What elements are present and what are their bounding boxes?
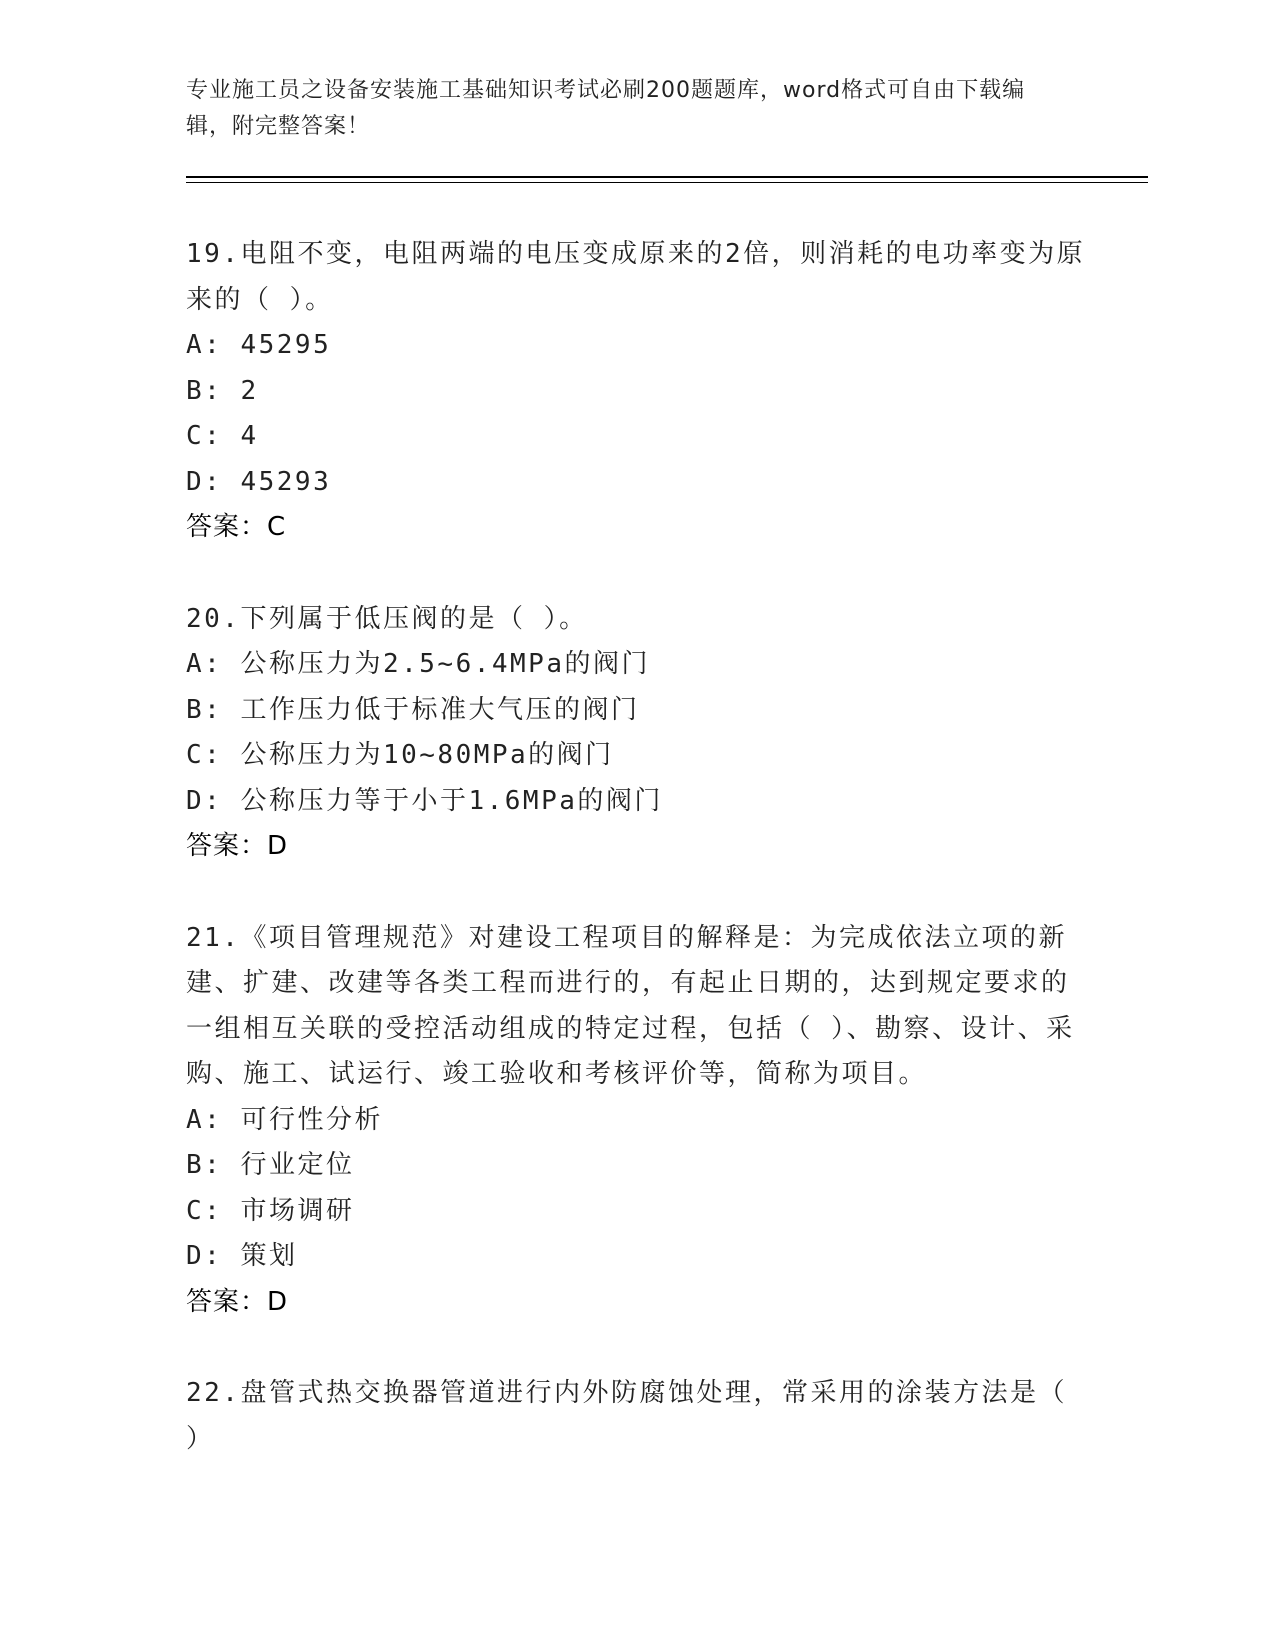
option-d: D: 策划	[186, 1241, 298, 1271]
option-c: C: 市场调研	[186, 1195, 355, 1226]
document-header: 专业施工员之设备安装施工基础知识考试必刷200题题库，word格式可自由下载编辑，附完整答案！	[186, 78, 1026, 139]
option-c: C: 公称压力为10~80MPa的阀门	[186, 740, 614, 770]
option-c: C: 4	[186, 421, 259, 451]
option-d: D: 公称压力等于小于1.6MPa的阀门	[186, 785, 663, 816]
question-21	[186, 916, 1086, 1326]
option-a: A: 45295	[186, 330, 332, 360]
header-divider-thick	[186, 176, 1148, 178]
option-b: B: 2	[186, 375, 259, 406]
question-stem: 21.《项目管理规范》对建设工程项目的解释是：为完成依法立项的新建、扩建、改建等各类工程而进行的，有起止日期的，达到规定要求的一组相互关联的受控活动组成的特定过程，包括（ ）、勘察、设计、采购、施工、试运行、竣工验收和考核评价等，简称为项目。	[186, 922, 1075, 1089]
question-stem: 19.电阻不变，电阻两端的电压变成原来的2倍，则消耗的电功率变为原来的（ ）。	[186, 239, 1086, 315]
question-22	[186, 1371, 1086, 1462]
answer-label: 答案：C	[186, 512, 287, 542]
question-stem: 22.盘管式热交换器管道进行内外防腐蚀处理，常采用的涂装方法是（ ）	[186, 1378, 1067, 1454]
option-b: B: 行业定位	[186, 1150, 355, 1180]
question-20	[186, 597, 1086, 870]
question-19	[186, 232, 1086, 551]
header-divider-thin	[186, 182, 1148, 183]
answer-label: 答案：D	[186, 1286, 289, 1317]
option-a: A: 公称压力为2.5~6.4MPa的阀门	[186, 649, 650, 679]
question-list	[186, 232, 1086, 1508]
answer-label: 答案：D	[186, 831, 289, 861]
option-b: B: 工作压力低于标准大气压的阀门	[186, 694, 640, 725]
option-a: A: 可行性分析	[186, 1104, 383, 1135]
option-d: D: 45293	[186, 466, 332, 497]
question-stem: 20.下列属于低压阀的是（ ）。	[186, 603, 588, 634]
